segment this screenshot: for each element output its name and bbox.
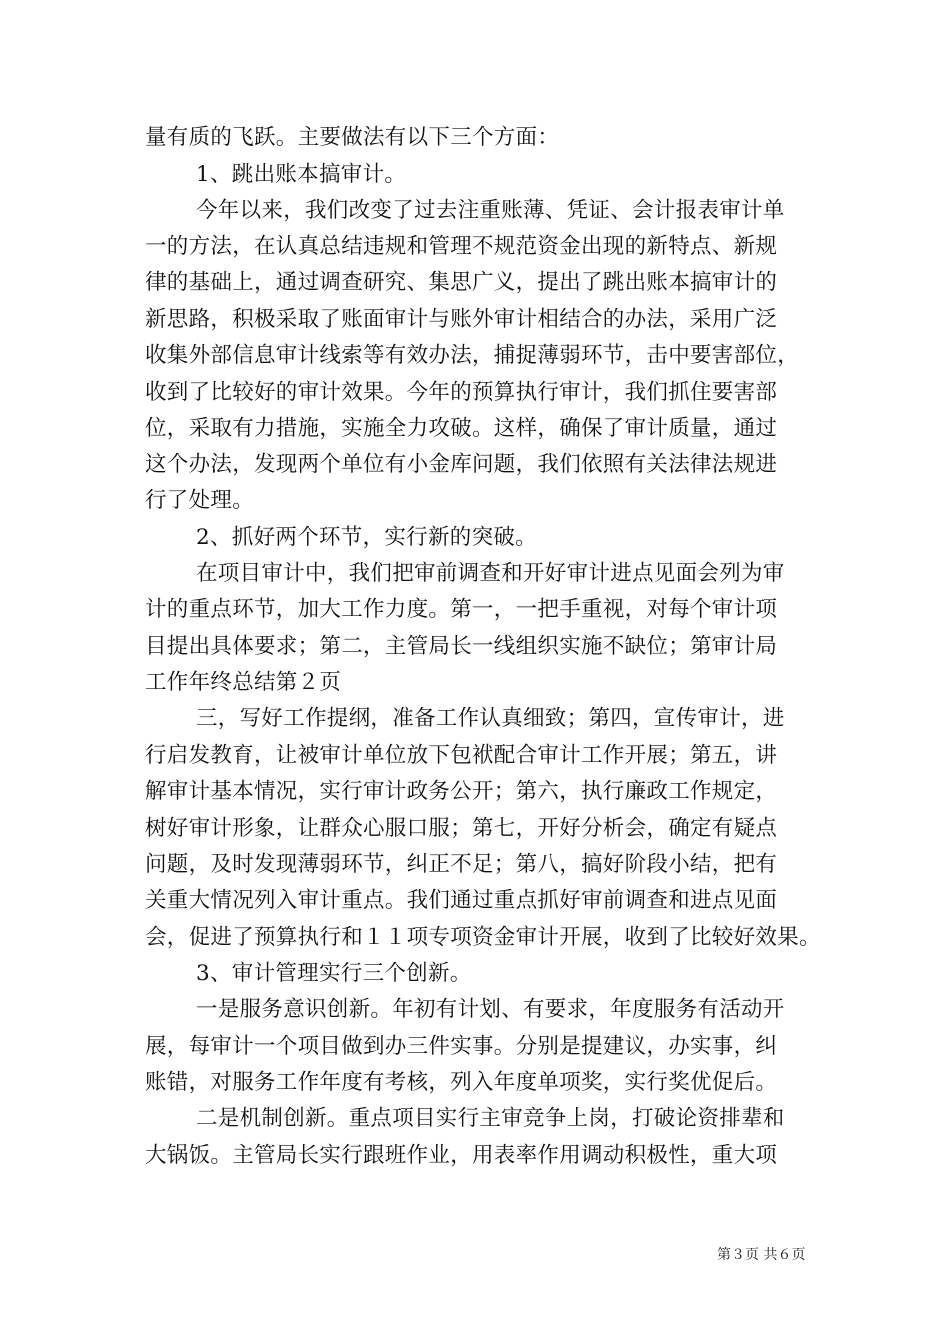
- section-heading: 2、抓好两个环节，实行新的突破。: [196, 525, 537, 550]
- text-line: 律的基础上，通过调查研究、集思广义，提出了跳出账本搞审计的: [145, 270, 778, 295]
- text-line: 目提出具体要求；第二，主管局长一线组织实施不缺位；第审计局: [145, 634, 778, 659]
- text-line: 一是服务意识创新。年初有计划、有要求，年度服务有活动开: [196, 997, 785, 1022]
- text-line: 这个办法，发现两个单位有小金库问题，我们依照有关法律法规进: [145, 452, 778, 477]
- text-line: 会，促进了预算执行和１１项专项资金审计开展，收到了比较好效果。: [145, 925, 821, 950]
- text-line: 账错，对服务工作年度有考核，列入年度单项奖，实行奖优促后。: [145, 1070, 778, 1095]
- text-line: 位，采取有力措施，实施全力攻破。这样，确保了审计质量，通过: [145, 416, 778, 441]
- section-heading: 3、审计管理实行三个创新。: [196, 961, 472, 986]
- text-line: 收集外部信息审计线索等有效办法，捕捉薄弱环节，击中要害部位，: [145, 343, 800, 368]
- text-line: 大锅饭。主管局长实行跟班作业，用表率作用调动积极性，重大项: [145, 1143, 778, 1168]
- text-line: 今年以来，我们改变了过去注重账薄、凭证、会计报表审计单: [196, 198, 785, 223]
- text-line: 三，写好工作提纲，准备工作认真细致；第四，宣传审计，进: [196, 706, 785, 731]
- text-line: 一的方法，在认真总结违规和管理不规范资金出现的新特点、新规: [145, 234, 778, 259]
- text-line: 树好审计形象，让群众心服口服；第七，开好分析会，确定有疑点: [145, 816, 778, 841]
- text-line: 量有质的飞跃。主要做法有以下三个方面：: [145, 125, 560, 150]
- text-line: 解审计基本情况，实行审计政务公开；第六，执行廉政工作规定，: [145, 779, 778, 804]
- text-line: 行了处理。: [145, 488, 255, 513]
- text-line: 行启发教育，让被审计单位放下包袱配合审计工作开展；第五，讲: [145, 743, 778, 768]
- page-number: 第３页 共６页: [717, 1247, 806, 1263]
- text-line: 收到了比较好的审计效果。今年的预算执行审计，我们抓住要害部: [145, 380, 778, 405]
- text-line: 问题，及时发现薄弱环节，纠正不足；第八，搞好阶段小结，把有: [145, 852, 778, 877]
- text-line: 新思路，积极采取了账面审计与账外审计相结合的办法，采用广泛: [145, 307, 778, 332]
- text-line: 展，每审计一个项目做到办三件实事。分别是提建议，办实事，纠: [145, 1034, 778, 1059]
- section-heading: 1、跳出账本搞审计。: [196, 162, 407, 187]
- text-line: 二是机制创新。重点项目实行主审竞争上岗，打破论资排辈和: [196, 1106, 785, 1131]
- text-line: 工作年终总结第２页: [145, 670, 342, 695]
- text-line: 关重大情况列入审计重点。我们通过重点抓好审前调查和进点见面: [145, 888, 778, 913]
- text-line: 在项目审计中，我们把审前调查和开好审计进点见面会列为审: [196, 561, 785, 586]
- text-line: 计的重点环节，加大工作力度。第一，一把手重视，对每个审计项: [145, 597, 778, 622]
